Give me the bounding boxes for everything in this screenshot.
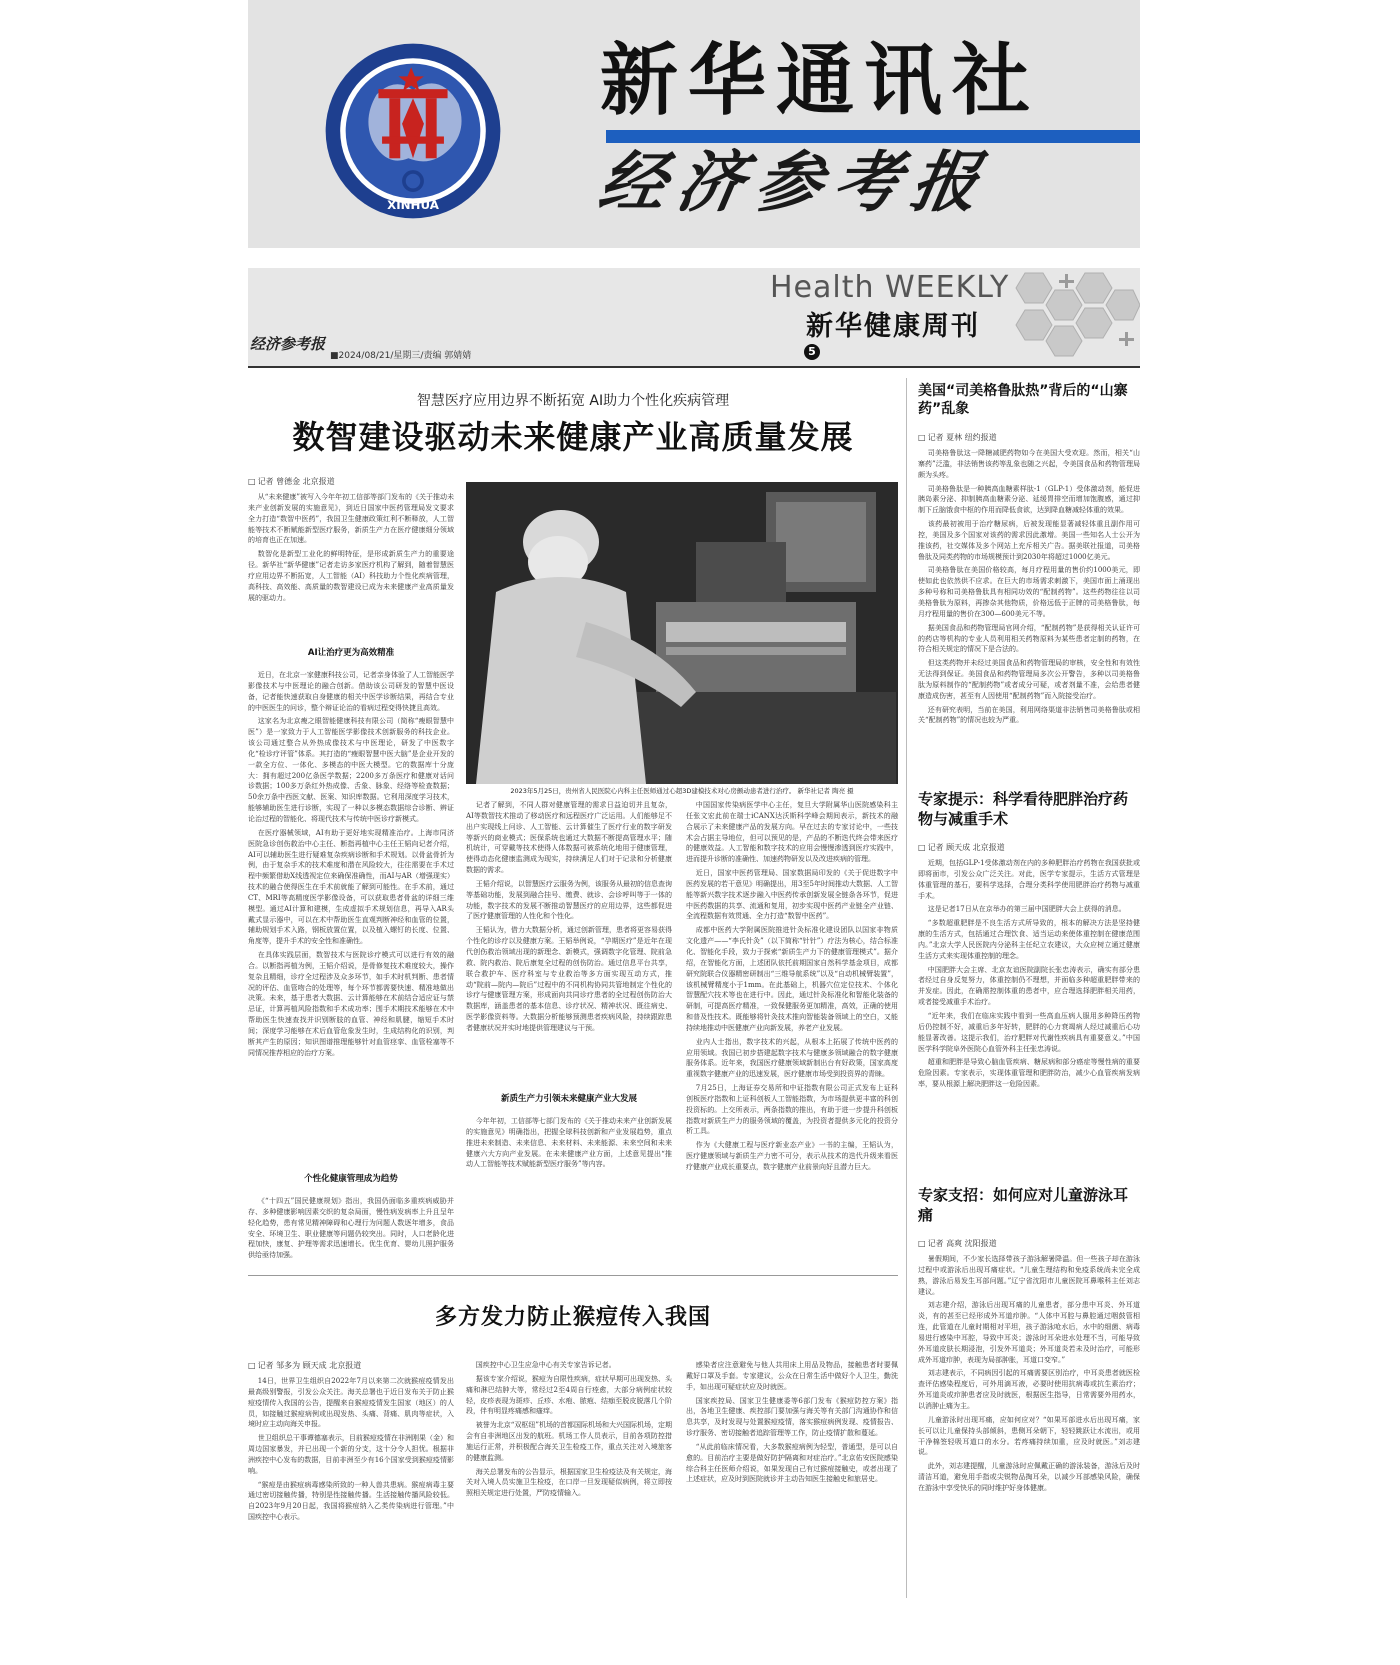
paragraph: 还有研究表明，当前在美国，利用网络渠道非法销售司美格鲁肽或相关“配制药物”的情况也较为严重。	[918, 705, 1140, 725]
paragraph: 司美格鲁肽是一种胰高血糖素样肽-1（GLP-1）受体激动剂，能促进胰岛素分泌、抑制胰高血糖素分泌、延缓胃排空而增加饱腹感，通过抑制下丘脑饿食中枢的作用而降低食欲，达到降血糖减轻体重的效果。	[918, 484, 1140, 515]
paragraph: 王韬认为，借力大数据分析，通过创新管理，患者将更容易获得个性化的诊疗以及健康方案。王韬举例说，“孕期医疗”是近年在现代创伤救治领域出现的新理念、新模式，强调数字化管理、院前急救、院内救治、院后康复全过程的创伤防治。通过信息平台共享，联合救护车、医疗科室与专业救治等多方面实现互动方式，推动“院前—院内—院后”过程中的不同机构协同共管地制定个性化的诊疗与健康管理方案，形成面向共同诊疗患者的全过程创伤防治大数据库，涵盖患者的基本信息、诊疗状况、精神状况、既往病史、医学影像资料等。大数据分析能够预测患者疾病风险，持续跟踪患者健康状况并实时地提供管理建议与干预。	[466, 926, 672, 1032]
lead-body-column-2	[248, 1196, 454, 1266]
masthead-title: 新华通讯社	[600, 36, 1041, 126]
paragraph: 但这类药物并未经过美国食品和药物管理局的审核，安全性和有效性无法得到保证。美国食品和药物管理局多次公开警告，多种以司美格鲁肽为原料制作的“配制药物”或者成分可疑，或者剂量不准，会给患者健康造成伤害，甚至有人因使用“配制药物”而入院接受治疗。	[918, 659, 1140, 700]
second-column-3	[686, 1360, 898, 1548]
paragraph: 据美国食品和药物管理局官网介绍，“配制药物”是获得相关认证许可的药店等机构的专业人员利用相关药物原料为某些患者定制的药物，在符合相关规定的情况下是合法的。	[918, 623, 1140, 654]
sidebar-article-2-title: 专家提示：科学看待肥胖治疗药物与减重手术	[918, 790, 1129, 828]
paragraph: 在具体实践层面，数智技术与医院诊疗模式可以进行有效的融合。以断指再植为例，王韬介绍说，是骨修复技术难度较大，操作复杂且精细，诊疗全过程涉及众多环节，如手术时机判断、患者情况的评估、血管吻合的处理等，每个环节都需要快速、精准地做出决策。未来，基于患者大数据、云计算能够在术前结合适应证与禁忌证，计算再植风险指数和手术成功率；围手术期技术能够在术中帮助医生快速查找并识别断肢的血管、神经和肌腱，缩短手术时间；深度学习能够在术后血管危象发生时，生成结构化的识别，判断其产生的原因；知识图谱推理能够针对血管痉挛、血管栓塞等不同情况推荐相应的治疗方案。	[248, 951, 454, 1057]
paragraph: 《“十四五”国民健康规划》指出，我国仍面临多重疾病威胁并存、多种健康影响因素交织的复杂局面，慢性病发病率上升且呈年轻化趋势，患有常见精神障碍和心理行为问题人数逐年增多，食品安全、环境卫生、职业健康等问题仍较突出。同时，人口老龄化进程加快，康复、护理等需求迅速增长。优生优育、婴幼儿照护服务供给亟待加强。	[248, 1197, 454, 1260]
paragraph: “近年来，我们在临床实践中看到一些高血压病人服用多种降压药物后仍控制不好，减重后多年好转，肥胖的心力衰竭病人经过减重后心功能显著改善。这提示我们，治疗肥胖对代谢性疾病具有重要意义。”中国医学科学院阜外医院心血管外科主任张忠涛说。	[918, 1011, 1140, 1053]
paragraph: 这是记者17日从在京举办的第三届中国肥胖大会上获得的消息。	[927, 905, 1126, 914]
page-number: 5	[804, 344, 820, 360]
paragraph: “从此前临床情况看，大多数猴痘病例为轻型，普通型，是可以自愈的。目前治疗主要是做好防护隔离和对症治疗。”北京佑安医院感染综合科主任医师介绍说，如果发现自己有过猴痘接触史，或者出现了上述症状，应及时到医院就诊并主动告知医生接触史和旅居史。	[686, 1442, 898, 1484]
lead-photo	[466, 482, 898, 784]
sidebar-article-1-byline: □ 记者 夏林 纽约报道	[918, 432, 997, 443]
paragraph: 从“未来健康”被写入今年年初工信部等部门发布的《关于推动未来产业创新发展的实施意见》，到近日国家中医药管理局发文要求全力打造“数智中医药”，我国卫生健康政策红利不断释放，人工智能等技术不断赋能新型医疗服务，新质生产力在医疗健康细分领域的培育也正在加速。	[248, 493, 454, 545]
paragraph: 成都中医药大学附属医院推进针灸标准化建设团队以国家非物质文化遗产——“李氏针灸”（以下简称“针针”）疗法为核心，结合标准化、智能化手段，致力于探索“新质生产力下的健康管理模式”。据介绍，在智能化方面，上述团队依托前期国家自然科学基金项目，成都研究院联合仪器精密研制出“三维导航系统”以及“自动机械臂装置”，该机械臂精度小于1mm。在此基础上，机器穴位定位技术、个体化智慧配穴技术等也在进行中。因此，通过针灸标准化和智能化装备的研制，可提高医疗精准，一致保健服务更加精准，高效，正确的使用和普及性技术。既能够将针灸技术推向智能装备领域上的空白，又能持续地推动中医健康产业向新发展，养老产业发展。	[686, 926, 898, 1032]
paragraph: “猴痘是由猴痘病毒感染所致的一种人兽共患病。猴痘病毒主要通过密切接触传播，特别是性接触传播。生活接触传播风险较低。自2023年9月20日起，我国将猴痘纳入乙类传染病进行管理。”中国疾控中心表示。	[248, 1480, 454, 1522]
paragraph: 国疾控中心卫生应急中心有关专家告诉记者。	[475, 1361, 616, 1369]
paragraph: 作为《大健康工程与医疗新业态产业》一书的主编，王韬认为，医疗健康领域与新质生产力密不可分，表示从技术的迭代升级来看医疗健康产业成长重要点，数字健康产业前景向好且潜力巨大。	[686, 1141, 898, 1171]
lead-body-column-1	[248, 670, 454, 1160]
paragraph: 近日，在北京一家健康科技公司，记者亲身体验了人工智能医学影像技术与中医理论的融合创新。借助该公司研发的智慧中医设备，记者能快速获取自身健康的相关中医学诊断结果，再结合专业的中医医生的问诊，整个辩证论治的看病过程变得快捷且高效。	[248, 671, 454, 712]
issue-dateline: ■2024/08/21/星期三/责编 郭婧婧	[330, 351, 472, 361]
paragraph: 中国国家传染病医学中心主任，复旦大学附属华山医院感染科主任张文宏此前在瑞士iCANX达沃斯科学峰会期间表示，新技术的融合展示了未来健康产品的发展方向。早在过去的专家讨论中，一些技术会占据主导地位，但可以预见的是，产品的不断迭代终会带来医疗的健康效益。人工智能和数字技术的应用会慢慢渗透到医疗实践中，进而提升诊断的准确性、加速药物研发以及改进疾病的管理。	[686, 801, 898, 864]
lead-headline: 数智建设驱动未来健康产业高质量发展	[292, 418, 854, 456]
article-divider	[248, 1275, 898, 1276]
paragraph: 儿童游泳时出现耳痛，应如何应对？“如果耳部进水后出现耳痛，家长可以让儿童保持头部倾斜，患侧耳朵朝下，轻轻跳跃让水流出，或用干净棉签轻吸耳道口的水分。若疼痛持续加重，应及时就医。”刘志建说。	[918, 1415, 1140, 1457]
paragraph: 近日，国家中医药管理局、国家数据局印发的《关于促进数字中医药发展的若干意见》明确提出，用3至5年时间推动大数据、人工智能等新兴数字技术逐步融入中医药传承创新发展全链条各环节，促进中医药数据的共享、流通和复用，初步实现中医药产业链全产业链、全流程数据有效贯通、全力打造“数智中医药”。	[686, 869, 898, 921]
second-column-2	[466, 1360, 672, 1548]
sidebar-article-2-byline: □ 记者 顾天成 北京报道	[918, 842, 1005, 853]
sidebar-article-3-title: 专家支招：如何应对儿童游泳耳痛	[918, 1186, 1129, 1224]
paragraph: 中国肥胖大会主席、北京友谊医院副院长张忠涛表示，确实有部分患者经过自身反复努力，体重控制仍不理想，并面临多种超重肥胖带来的并发症。因此，在确需控制体重的患者中，应合理选择肥胖相关用药，或者接受减重手术治疗。	[918, 965, 1140, 1007]
lead-end-column-1	[466, 1116, 672, 1266]
paragraph: 据该专家介绍说，猴痘为自限性疾病，症状早期可出现发热、头痛和淋巴结肿大等，常经过2至4周自行痊愈，大部分病例症状较轻，皮疹表现为斑疹、丘疹、水疱、脓疱、结痂至脱皮脱落几个阶段，伴有明显疼痛感和瘙痒。	[466, 1374, 672, 1416]
surgeon-photo-icon	[466, 482, 898, 784]
paragraph: 业内人士指出，数字技术的兴起，从根本上拓展了传统中医药的应用领域。我国已初步搭建起数字技术与健康多领域融合的数字健康服务体系。近年来，我国医疗健康领域新制出台有好政策，国家高度重视数字健康产业的迅速发展，医疗健康市场受到投资界的青睐。	[686, 1037, 898, 1079]
sidebar-article-2-body	[918, 858, 1140, 1176]
lead-kicker: 智慧医疗应用边界不断拓宽 AI助力个性化疾病管理	[416, 393, 730, 409]
paragraph: 国家疾控局、国家卫生健康委等6部门发布《猴痘防控方案》指出，各地卫生健康、疾控部门要加强与海关等有关部门沟通协作和信息共享，及时发现与处置猴痘疫情，落实猴痘病例发现、疫情报告、诊疗服务、密切接触者追踪管理等工作，防止疫情扩散和蔓延。	[686, 1396, 898, 1438]
lead-mid-column-1	[466, 800, 672, 1082]
paragraph: 司美格鲁肽在美国价格较高，每月疗程用量的售价约1000美元，即使如此也依然供不应求。在巨大的市场需求刺激下，美国市面上涌现出多种号称和司美格鲁肽具有相同功效的“配制药物”。这些药物往往以司美格鲁肽为原料，再掺杂其他物质，价格远低于正牌的司美格鲁肽，每月疗程用量的售价在300—600美元不等。	[918, 566, 1140, 618]
paragraph: 刘志建介绍，游泳后出现耳痛的儿童患者，部分患中耳炎、外耳道炎，有的甚至已经形成外耳道疖肿。“人体中耳腔与鼻腔通过咽鼓管相连，此管道在儿童时期相对平坦，孩子游泳呛水后，水中的细菌、病毒易进行感染中耳腔，导致中耳炎；游泳时耳朵进水处理不当，可能导致外耳道皮肤长期浸泡，引发外耳道炎；外耳道炎若未及时治疗，可能形成外耳道疖肿，表现为局部肿胀，耳道口变窄。”	[918, 1301, 1140, 1364]
lead-subhead-3: 新质生产力引领未来健康产业大发展	[500, 1094, 637, 1104]
paragraph: 王韬介绍说，以智慧医疗云服务为例，该服务从最初的信息查询等基础功能，发展到融合挂号、缴费、就诊、会诊呼叫等于一体的功能，数字技术的发展不断推动智慧医疗的应用边界，这些都促进了医疗健康管理的人性化和个性化。	[466, 879, 672, 921]
sidebar-article-1-body	[918, 448, 1140, 774]
lead-subhead-2: 个性化健康管理成为趋势	[304, 1174, 398, 1184]
paragraph: 这家名为北京瘦之眼智能健康科技有限公司（简称“瘦眼智慧中医”）是一家致力于人工智能医学影像技术创新服务的科技企业。该公司通过整合从外热成像技术与中医理论，研发了中医数字化“检诊疗评管”体系。其打造的“瘦眼智慧中医大脑”是企业开发的一款全方位、一体化、多模态的中医大模型。它的数据库十分庞大：拥有超过200亿条医学数据；2200多万条医疗和健康对话问诊数据；100多万条红外热成像、舌象、脉象、经络等检查数据；50余万条中西医文献、医案、知识库数据。它利用深度学习技术，能够辅助医生进行诊断，实现了一种以多模态数据综合诊断、辨证论治过程的智能化、将现代技术与传统中医诊疗新模式。	[248, 717, 454, 823]
paragraph: 7月25日，上海证券交易所和中证指数有限公司正式发布上证科创板医疗指数和上证科创板人工智能指数，为市场提供更丰富的科创投资标的。上交所表示，两条指数的推出，有助于进一步提升科创板指数对新质生产力的服务领域的覆盖，为投资者提供多元化的投资分析工具。	[686, 1084, 898, 1136]
second-headline: 多方发力防止猴痘传入我国	[434, 1304, 711, 1330]
small-masthead: 经济参考报	[250, 335, 326, 353]
second-column-1	[248, 1376, 454, 1548]
lead-byline: □ 记者 曾德金 北京报道	[248, 476, 335, 487]
sidebar-article-3-byline: □ 记者 高爽 沈阳报道	[918, 1238, 997, 1249]
paragraph: 被誉为北京“双枢纽”机场的首都国际机场和大兴国际机场，定期会有自非洲地区出发的航班。机场工作人员表示，目前各项防控措施运行正常，并积极配合海关卫生检疫工作，重点关注对入境旅客的健康监测。	[466, 1421, 672, 1462]
paragraph: 司美格鲁肽这一降糖减肥药物如今在美国大受欢迎。然而，相关“山寨药”泛滥，非法销售该药等乱象也随之兴起，令美国食品和药物管理局颇为头疼。	[918, 449, 1140, 479]
paragraph: “多数超重肥胖是不良生活方式所导致的，根本的解决方法是坚持健康的生活方式，包括通过合理饮食、适当运动来使体重控制在健康范围内。”北京大学人民医院内分泌科主任纪立农建议，大众应树立通过健康生活方式来实现体重控制的理念。	[918, 919, 1140, 960]
paragraph: 今年年初，工信部等七部门发布的《关于推动未来产业创新发展的实施意见》明确指出，把握全球科技创新和产业发展趋势，重点推进未来制造、未来信息、未来材料、未来能源、未来空间和未来健康六大方向产业发展。在未来健康产业方面，上述意见提出“推动人工智能等技术赋能新型医疗服务”等内容。	[466, 1117, 672, 1169]
sidebar-article-1-title: 美国“司美格鲁肽热”背后的“山寨药”乱象	[918, 383, 1128, 418]
paragraph: 世卫组织总干事谭德塞表示，目前猴痘疫情在非洲刚果（金）和周边国家暴发，并已出现一个新的分支，这十分令人担忧。根据非洲疾控中心发布的数据，目前非洲至少有16个国家受到猴痘疫情影响。	[248, 1434, 454, 1475]
sidebar-article-3-body	[918, 1254, 1140, 1548]
lead-intro-column	[248, 492, 454, 622]
paragraph: 刘志建表示，不同病因引起的耳痛需要区别治疗，中耳炎患者就医检查评估感染程度后，可外用滴耳液，必要时使用抗病毒或抗生素治疗；外耳道炎或疖肿患者应及时就医，根据医生指导，日常需要外用药水，以消肿止痛为主。	[918, 1369, 1140, 1410]
column-divider	[906, 378, 907, 1598]
lead-subhead-1: AI让治疗更为高效精准	[307, 648, 395, 658]
masthead-blue-rule	[606, 130, 1140, 143]
masthead-subtitle: 经济参考报	[593, 143, 997, 221]
paragraph: 近期，包括GLP-1受体激动剂在内的多种肥胖治疗药物在我国获批或即将面市，引发公众广泛关注。对此，医学专家提示，生活方式管理是体重管理的基石，要科学选择，合理分类科学使用肥胖治疗药物与减重手术。	[918, 859, 1140, 900]
paragraph: 数智化是新型工业化的鲜明特征，是形成新质生产力的重要途径。新华社“新华健康”记者走访多家医疗机构了解到，随着智慧医疗应用边界不断拓宽，人工智能（AI）科技助力个性化疾病管理，高科技、高效能、高质量的数智建设已成为未来健康产业高质量发展的驱动力。	[248, 550, 454, 602]
xinhua-emblem-icon	[322, 40, 504, 222]
photo-caption: 2023年5月25日，贵州省人民医院心内科主任医师通过心超3D建模技术对心房颤动患者进行治疗。 新华社记者 陶亮 摄	[510, 787, 854, 795]
paragraph: 记者了解到，不同人群对健康管理的需求日益迫切并且复杂，AI等数智技术推动了移动医疗和远程医疗广泛运用。人们能够足不出户实现线上问诊、人工智能、云计算催生了医疗行业的数字研发等新兴的商业模式；医保系统也通过大数据不断提高管理水平；随机统计，可穿戴等技术使得人体数据可被系统化地用于健康管理，使得动态化健康监测成为现实，持续满足人们对于记录和分析健康数据的需求。	[466, 801, 672, 875]
paragraph: 海关总署发布的公告显示，根据国家卫生检疫法及有关规定，海关对入境人员实施卫生检疫，在口岸一旦发现疑似病例，将立即按照相关规定进行处置，严防疫情输入。	[466, 1467, 672, 1498]
paragraph: 感染者应注意避免与他人共用床上用品及物品，接触患者时要佩戴好口罩及手套。专家建议，公众在日常生活中做好个人卫生，勤洗手，如出现可疑症状应及时就医。	[686, 1361, 898, 1391]
paragraph: 该药最初被用于治疗糖尿病，后被发现能显著减轻体重且副作用可控，美国及多个国家对该药的需求因此激增。美国一些知名人士公开为推该药，社交媒体及多个网站上充斥相关广告。据美联社报道，司美格鲁肽及同类药物的市场规模预计到2030年将超过1000亿美元。	[918, 520, 1140, 561]
emblem-text: XINHUA	[387, 198, 439, 213]
paragraph: 在医疗器械领域，AI有助于更好地实现精准治疗。上海市同济医院急诊创伤救治中心主任、断指再植中心主任王韬向记者介绍，AI可以辅助医生进行疑难复杂疾病诊断和手术规划。以骨盆骨折为例，由于复杂手术的技术难度和潜在风险较大，往往需要在手术过程中频繁借助X线透视定位来确保准确性，而AI与AR（增强现实）技术的融合使得医生在手术前就能了解到可能性。在手术前，通过CT、MRI等高精度医学影像设备，可以获取患者骨盆的详细三维模型。通过AI计算和建模，生成虚拟手术规划信息，再导入AR头戴式显示器中，可以在术中帮助医生直观判断神经和血管的位置，辅助规划手术入路，钢板放置位置，以及植入螺钉的长度、位置、角度等，提升手术的安全性和准确性。	[248, 828, 454, 946]
paragraph: 此外，刘志建提醒，儿童游泳时应佩戴正确的游泳装备，游泳后及时清洁耳道，避免用手指或尖锐物品掏耳朵，以减少耳部感染风险，确保在游泳中享受快乐的同时维护好身体健康。	[918, 1462, 1140, 1492]
paragraph: 超重和肥胖是导致心脑血管疾病、糖尿病和部分癌症等慢性病的重要危险因素。专家表示，实现体重管理和肥胖防治，减少心血管疾病发病率，要从根源上解决肥胖这一危险因素。	[918, 1058, 1140, 1089]
lead-end-column-2	[686, 800, 898, 1266]
paragraph: 14日，世界卫生组织自2022年7月以来第二次就猴痘疫情发出最高级别警报，引发公众关注。海关总署也于近日发布关于防止猴痘疫情传入我国的公告，提醒来自猴痘疫情发生国家（地区）的人员，如接触过猴痘病例或出现发热、头痛、背痛、肌肉等症状，入境时应主动向海关申报。	[248, 1377, 454, 1429]
health-weekly-label: Health WEEKLY	[770, 270, 1010, 305]
second-byline: □ 记者 邹多为 顾天成 北京报道	[248, 1360, 361, 1371]
health-weekly-chinese-title: 新华健康周刊	[806, 311, 980, 342]
paragraph: 暑假期间，不少家长选择带孩子游泳解暑降温。但一些孩子却在游泳过程中或游泳后出现耳痛症状。“儿童生理结构和免疫系统尚未完全成熟，游泳后易发生耳部问题。”辽宁省沈阳市儿童医院耳鼻喉科主任刘志建议。	[918, 1255, 1140, 1296]
